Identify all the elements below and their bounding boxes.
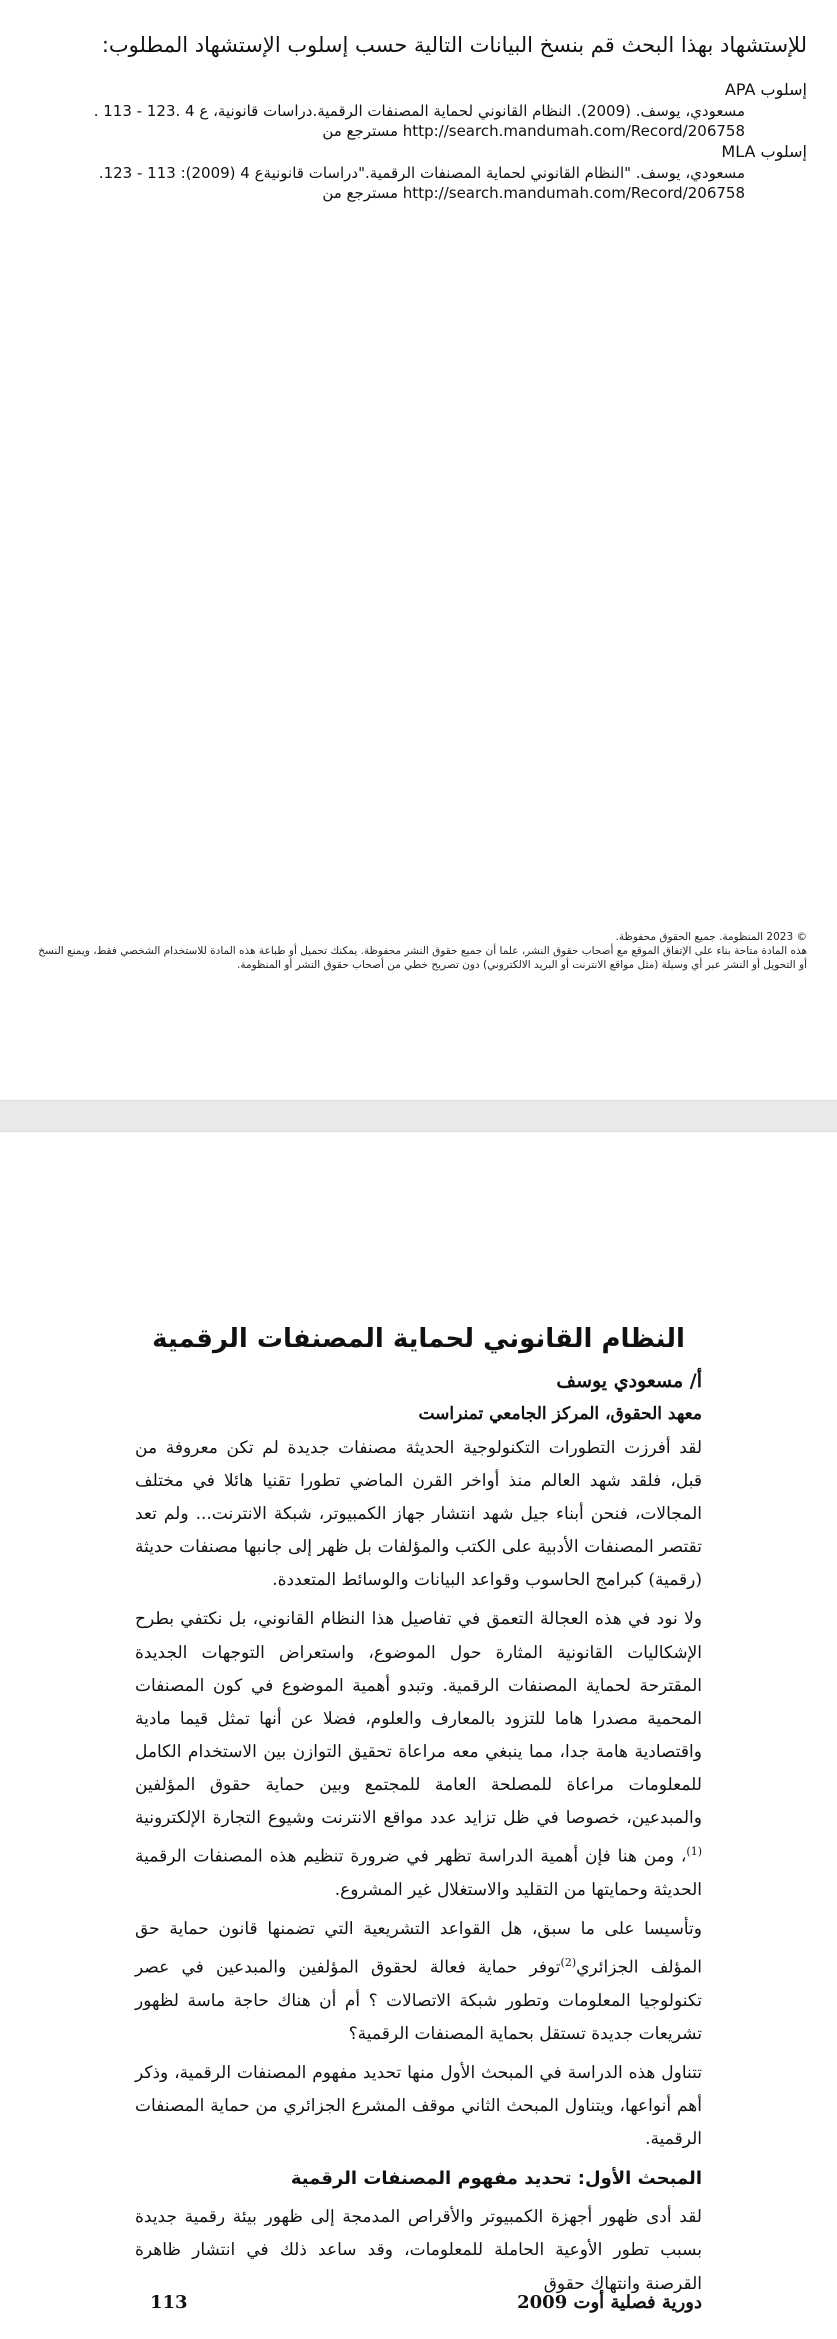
paragraph xyxy=(135,1603,702,1907)
footnote-ref[interactable]: (1) xyxy=(686,1845,702,1859)
article-title: النظام القانوني لحماية المصنفات الرقمية xyxy=(152,1324,685,1354)
journal-footer: دورية فصلية أوت 2009 xyxy=(517,2292,702,2313)
apa-citation-line[interactable]: مسعودي، يوسف. (2009). النظام القانوني لحماية المصنفات الرقمية.دراسات قانونية، ع 4 .123 - 113 . xyxy=(93,102,745,120)
article-body xyxy=(135,1432,702,2307)
page-number: 113 xyxy=(150,2292,188,2313)
mla-citation-url[interactable]: مسترجع من http://search.mandumah.com/Record/206758 xyxy=(322,184,745,202)
author-affiliation: معهد الحقوق، المركز الجامعي تمنراست xyxy=(418,1404,702,1424)
citation-page xyxy=(0,0,837,1100)
section-heading xyxy=(135,2162,702,2195)
article-page xyxy=(0,1132,837,2339)
mla-style-label: إسلوب MLA xyxy=(721,142,807,161)
page-separator xyxy=(0,1100,837,1132)
paragraph: لقد أدى ظهور أجهزة الكمبيوتر والأقراص المدمجة إلى ظهور بيئة رقمية جديدة بسبب تطور الأوعية الحاملة للمعلومات، وقد ساعد ذلك في انتشار ظاهرة القرصنة وانتهاك حقوق xyxy=(135,2207,702,2294)
footnote-ref[interactable]: (2) xyxy=(560,1956,577,1970)
apa-citation-url[interactable]: مسترجع من http://search.mandumah.com/Record/206758 xyxy=(322,122,745,140)
paragraph: لقد أفرزت التطورات التكنولوجية الحديثة مصنفات جديدة لم تكن معروفة من قبل، فلقد شهد العالم منذ أواخر القرن الماضي تطورا تقنيا هائلا في مختلف المجالات، فنحن أبناء جيل شهد انتشار جهاز الكمبيوتر، شبكة الانترنت... ولم تعد تقتصر المصنفات الأدبية على الكتب والمؤلفات بل ظهر إلى جانبها مصنفات حديثة (رقمية) كبرامج الحاسوب وقواعد البيانات والوسائط المتعددة. xyxy=(135,1438,702,1591)
section-label: المبحث الأول xyxy=(584,2168,702,2190)
section-title: : تحديد مفهوم المصنفات الرقمية xyxy=(290,2168,585,2190)
copyright-notice xyxy=(37,930,807,972)
mla-citation-line[interactable]: مسعودي، يوسف. "النظام القانوني لحماية المصنفات الرقمية."دراسات قانونيةع 4 (2009): 113 - 123. xyxy=(98,164,745,182)
paragraph xyxy=(135,1913,702,2051)
apa-style-label: إسلوب APA xyxy=(724,80,807,99)
citation-instructions: للإستشهاد بهذا البحث قم بنسخ البيانات التالية حسب إسلوب الإستشهاد المطلوب: xyxy=(101,33,807,57)
paragraph: تتناول هذه الدراسة في المبحث الأول منها تحديد مفهوم المصنفات الرقمية، وذكر أهم أنواعها، ويتناول المبحث الثاني موقف المشرع الجزائري من حماية المصنفات الرقمية. xyxy=(135,2063,702,2150)
copyright-terms: هذه المادة متاحة بناء على الإتفاق الموقع مع أصحاب حقوق النشر، علما أن جميع حقوق النشر محفوظة. يمكنك تحميل أو طباعة هذه المادة للاستخدام الشخصي فقط، ويمنع النسخ أو التحويل أو النشر عبر أي وسيلة (مثل مواقع الانترنت أو البريد الالكتروني) دون تصريح خطي من أصحاب حقوق النشر أو المنظومة. xyxy=(38,945,807,971)
paragraph-text: وتأسيسا على ما سبق، هل القواعد التشريعية التي تضمنها قانون حماية حق المؤلف الجزائري xyxy=(135,1918,703,1978)
paragraph-text: ، ومن هنا فإن أهمية الدراسة تظهر في ضرورة تنظيم هذه المصنفات الرقمية الحديثة وحمايتها من التقليد والاستغلال غير المشروع. xyxy=(135,1846,702,1900)
author-name: أ/ مسعودي يوسف xyxy=(556,1370,702,1392)
copyright-line: © 2023 المنظومة. جميع الحقوق محفوظة. xyxy=(615,931,807,943)
paragraph-text: ولا نود في هذه العجالة التعمق في تفاصيل هذا النظام القانوني، بل نكتفي بطرح الإشكاليات القانونية المثارة حول الموضوع، واستعراض التوجهات الجديدة المقترحة لحماية المصنفات الرقمية. وتبدو أهمية الموضوع في كون المصنفات المحمية مصدرا هاما للتزود بالمعارف والعلوم، فضلا عن أنها تمثل قيما مادية واقتصادية هامة جدا، مما ينبغي معه مراعاة تحقيق التوازن بين الاستخدام الكامل للمعلومات مراعاة للمصلحة العامة للمجتمع وبين حماية حقوق المؤلفين والمبدعين، خصوصا في ظل تزايد عدد مواقع الانترنت وشيوع التجارة الإلكترونية xyxy=(135,1609,702,1829)
paragraph-text: توفر حماية فعالة لحقوق المؤلفين والمبدعين في عصر تكنولوجيا المعلومات وتطور شبكة الاتصالات ؟ أم أن هناك حاجة ماسة لظهور تشريعات جديدة تستقل بحماية المصنفات الرقمية؟ xyxy=(135,1957,702,2044)
